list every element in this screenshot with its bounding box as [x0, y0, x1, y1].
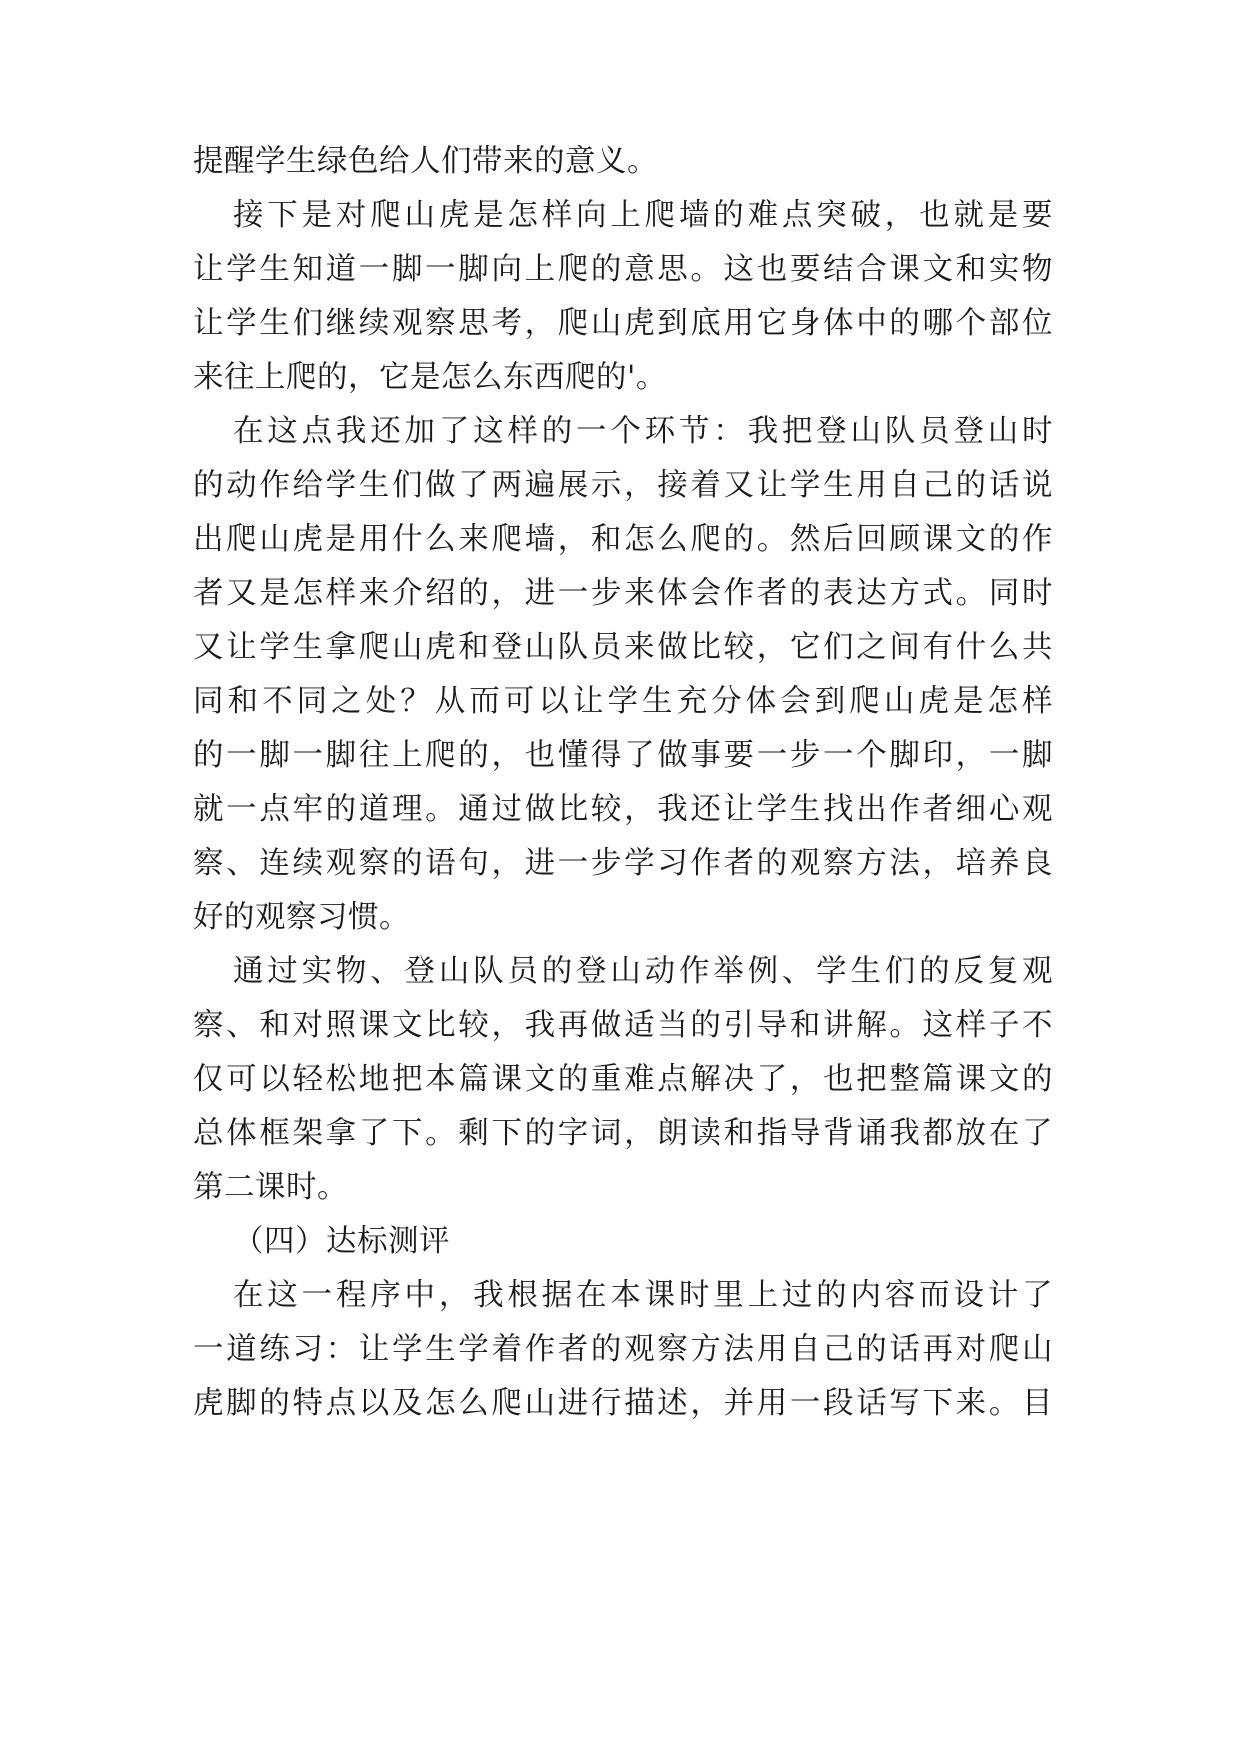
- text-line: 让学生知道一脚一脚向上爬的意思。这也要结合课文和实物: [193, 252, 1053, 287]
- section-heading: （四）达标测评: [233, 1224, 450, 1259]
- text-line: 出爬山虎是用什么来爬墙，和怎么爬的。然后回顾课文的作: [193, 522, 1053, 557]
- text-line: 者又是怎样来介绍的，进一步来体会作者的表达方式。同时: [193, 576, 1053, 611]
- text-line: 的一脚一脚往上爬的，也懂得了做事要一步一个脚印，一脚: [193, 738, 1053, 773]
- text-line: 一道练习：让学生学着作者的观察方法用自己的话再对爬山: [193, 1332, 1053, 1367]
- text-line: 通过实物、登山队员的登山动作举例、学生们的反复观: [233, 954, 1053, 989]
- text-line: 第二课时。: [193, 1170, 348, 1205]
- text-line: 来往上爬的，它是怎么东西爬的'。: [193, 360, 667, 395]
- text-line: 让学生们继续观察思考，爬山虎到底用它身体中的哪个部位: [193, 306, 1053, 341]
- text-line: 在这一程序中，我根据在本课时里上过的内容而设计了: [233, 1278, 1053, 1313]
- text-line: 总体框架拿了下。剩下的字词，朗读和指导背诵我都放在了: [193, 1116, 1053, 1151]
- text-line: 同和不同之处？从而可以让学生充分体会到爬山虎是怎样: [193, 684, 1053, 719]
- text-line: 虎脚的特点以及怎么爬山进行描述，并用一段话写下来。目: [193, 1386, 1053, 1421]
- text-line: 仅可以轻松地把本篇课文的重难点解决了，也把整篇课文的: [193, 1062, 1053, 1097]
- text-line: 的动作给学生们做了两遍展示，接着又让学生用自己的话说: [193, 468, 1053, 503]
- text-line: 接下是对爬山虎是怎样向上爬墙的难点突破，也就是要: [233, 198, 1053, 233]
- text-line: 提醒学生绿色给人们带来的意义。: [193, 144, 658, 179]
- text-line: 在这点我还加了这样的一个环节：我把登山队员登山时: [233, 414, 1053, 449]
- text-line: 察、连续观察的语句，进一步学习作者的观察方法，培养良: [193, 846, 1053, 881]
- text-line: 好的观察习惯。: [193, 900, 410, 935]
- text-line: 又让学生拿爬山虎和登山队员来做比较，它们之间有什么共: [193, 630, 1053, 665]
- text-line: 就一点牢的道理。通过做比较，我还让学生找出作者细心观: [193, 792, 1053, 827]
- text-line: 察、和对照课文比较，我再做适当的引导和讲解。这样子不: [193, 1008, 1053, 1043]
